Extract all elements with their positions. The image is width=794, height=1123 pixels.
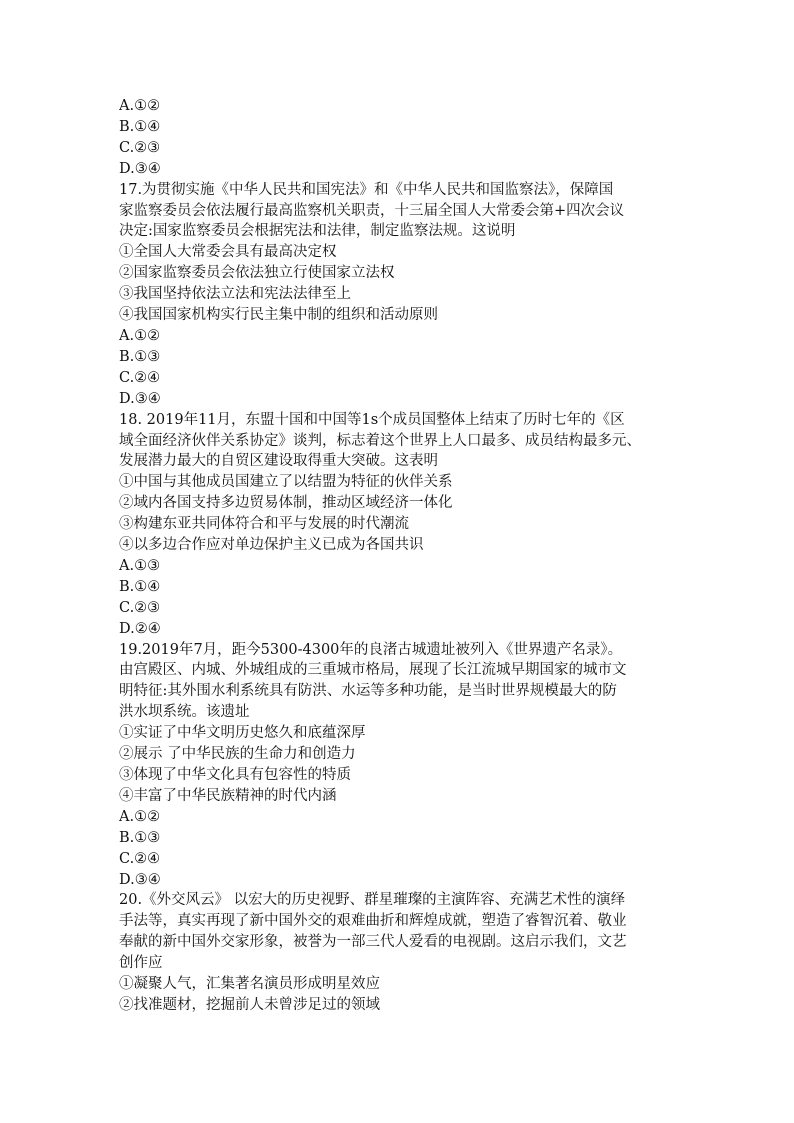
statement-1: ①全国人大常委会具有最高决定权 — [119, 244, 337, 261]
exam-page — [119, 96, 679, 1016]
question-stem-line: 由宫殿区、内城、外城组成的三重城市格局，展现了长江流城早期国家的城市文 — [119, 662, 627, 679]
option-a: A.①② — [119, 327, 161, 344]
question-stem-line: 域全面经济伙伴关系协定》谈判，标志着这个世界上人口最多、成员结构最多元、 — [119, 432, 641, 449]
option-c: C.②③ — [119, 599, 161, 616]
statement-2: ②国家监察委员会依法独立行使国家立法权 — [119, 265, 395, 282]
question-stem-line: 奉献的新中国外交家形象，被誉为一部三代人爱看的电视剧。这启示我们，文艺 — [119, 934, 627, 951]
option-d: D.③④ — [119, 160, 161, 177]
option-c: C.②④ — [119, 369, 161, 386]
statement-2: ②域内各国支持多边贸易体制，推动区域经济一体化 — [119, 495, 453, 512]
question-stem-line: 20.《外交风云》 以宏大的历史视野、群星璀璨的主演阵容、充满艺术性的演绎 — [119, 892, 626, 909]
option-b: B.①③ — [119, 348, 161, 365]
option-a: A.①② — [119, 808, 161, 825]
option-d: D.②④ — [119, 620, 161, 637]
statement-3: ③构建东亚共同体符合和平与发展的时代潮流 — [119, 516, 409, 533]
statement-1: ①实证了中华文明历史悠久和底蕴深厚 — [119, 725, 366, 742]
question-stem-line: 决定:国家监察委员会根据宪法和法律，制定监察法规。这说明 — [119, 223, 516, 240]
question-stem-line: 洪水坝系统。该遗址 — [119, 704, 250, 721]
question-stem-line: 发展潜力最大的自贸区建设取得重大突破。这表明 — [119, 453, 438, 470]
statement-3: ③我国坚持依法立法和宪法法律至上 — [119, 286, 351, 303]
statement-3: ③体现了中华文化具有包容性的特质 — [119, 767, 351, 783]
question-19 — [119, 640, 679, 891]
statement-1: ①凝聚人气，汇集著名演员形成明星效应 — [119, 976, 380, 993]
question-stem-line: 19.2019年7月，距今5300-4300年的良渚古城遗址被列入《世界遗产名录》。 — [119, 641, 623, 658]
option-b: B.①④ — [119, 578, 161, 595]
statement-2: ②找准题材，挖掘前人未曾涉足过的领域 — [119, 996, 380, 1013]
statement-4: ④以多边合作应对单边保护主义已成为各国共识 — [119, 537, 424, 554]
option-d: D.③④ — [119, 871, 161, 888]
question-18 — [119, 410, 679, 640]
option-c: C.②④ — [119, 850, 161, 867]
question-stem-line: 创作应 — [119, 955, 163, 972]
question-stem-line: 17.为贯彻实施《中华人民共和国宪法》和《中华人民共和国监察法》，保障国 — [119, 181, 614, 198]
question-stem-line: 手法等，真实再现了新中国外交的艰难曲折和辉煌成就，塑造了睿智沉着、敬业 — [119, 913, 627, 930]
question-20 — [119, 890, 679, 1015]
statement-4: ④我国国家机构实行民主集中制的组织和活动原则 — [119, 307, 438, 324]
question-17 — [119, 180, 679, 410]
question-stem-line: 明特征:其外围水利系统具有防洪、水运等多种功能，是当时世界规模最大的防 — [119, 683, 617, 700]
statement-1: ①中国与其他成员国建立了以结盟为特征的伙伴关系 — [119, 474, 453, 491]
question-stem-line: 家监察委员会依法履行最高监察机关职责，十三届全国人大常委会第+四次会议 — [119, 202, 625, 219]
question-stem-line: 18. 2019年11月，东盟十国和中国等1s个成员国整体上结束了历时七年的《区 — [119, 411, 625, 428]
option-a: A.①② — [119, 98, 161, 114]
option-a: A.①③ — [119, 557, 161, 574]
option-b: B.①④ — [119, 118, 161, 135]
option-c: C.②③ — [119, 139, 161, 156]
statement-2: ②展示 了中华民族的生命力和创造力 — [119, 746, 356, 763]
statement-4: ④丰富了中华民族精神的时代内涵 — [119, 787, 337, 804]
q16-options — [119, 96, 679, 180]
option-b: B.①③ — [119, 829, 161, 846]
option-d: D.③④ — [119, 390, 161, 407]
